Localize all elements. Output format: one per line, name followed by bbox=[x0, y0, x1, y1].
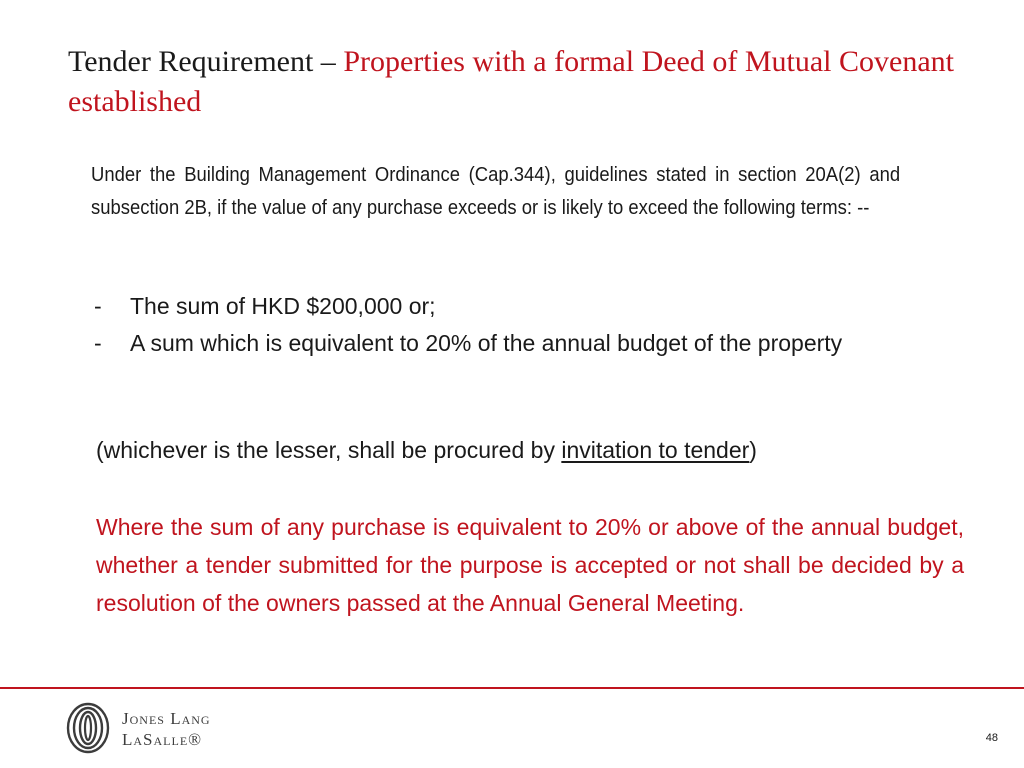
logo-line-1: Jones Lang bbox=[122, 709, 211, 728]
title-accent: Properties with a formal Deed of Mutual Covenant established bbox=[68, 45, 954, 118]
lesser-prefix: (whichever is the lesser, shall be procured by bbox=[96, 437, 562, 463]
bullet-dash: - bbox=[94, 330, 102, 356]
list-item bbox=[94, 325, 909, 362]
slide-title bbox=[68, 42, 968, 122]
page-number: 48 bbox=[985, 732, 998, 744]
intro-paragraph: Under the Building Management Ordinance (Cap.344), guidelines stated in section 20A(2) and subsection 2B, if the value of any purchase exceeds or is likely to exceed the following terms: -- bbox=[91, 163, 901, 219]
requirement-list bbox=[94, 288, 909, 362]
lesser-clause bbox=[96, 432, 936, 469]
bullet-text: A sum which is equivalent to 20% of the annual budget of the property bbox=[130, 330, 843, 356]
jones-lang-lasalle-logo bbox=[66, 702, 246, 756]
title-main: Tender Requirement – bbox=[68, 45, 344, 78]
logo-line-2: LaSalle® bbox=[122, 730, 203, 749]
bullet-dash: - bbox=[94, 293, 102, 319]
footer-divider bbox=[0, 687, 1024, 689]
agm-resolution-note: Where the sum of any purchase is equivalent to 20% or above of the annual budget, whether a tender submitted for the purpose is accepted or not shall be decided by a resolution of the owners passed at the Annual General Meeting. bbox=[96, 514, 964, 616]
lesser-suffix: ) bbox=[749, 437, 757, 463]
logo-wordmark bbox=[122, 708, 211, 750]
bullet-text: The sum of HKD $200,000 or; bbox=[130, 293, 436, 319]
list-item bbox=[94, 288, 909, 325]
logo-mark-icon bbox=[66, 702, 110, 754]
invitation-to-tender-text: invitation to tender bbox=[561, 437, 750, 463]
